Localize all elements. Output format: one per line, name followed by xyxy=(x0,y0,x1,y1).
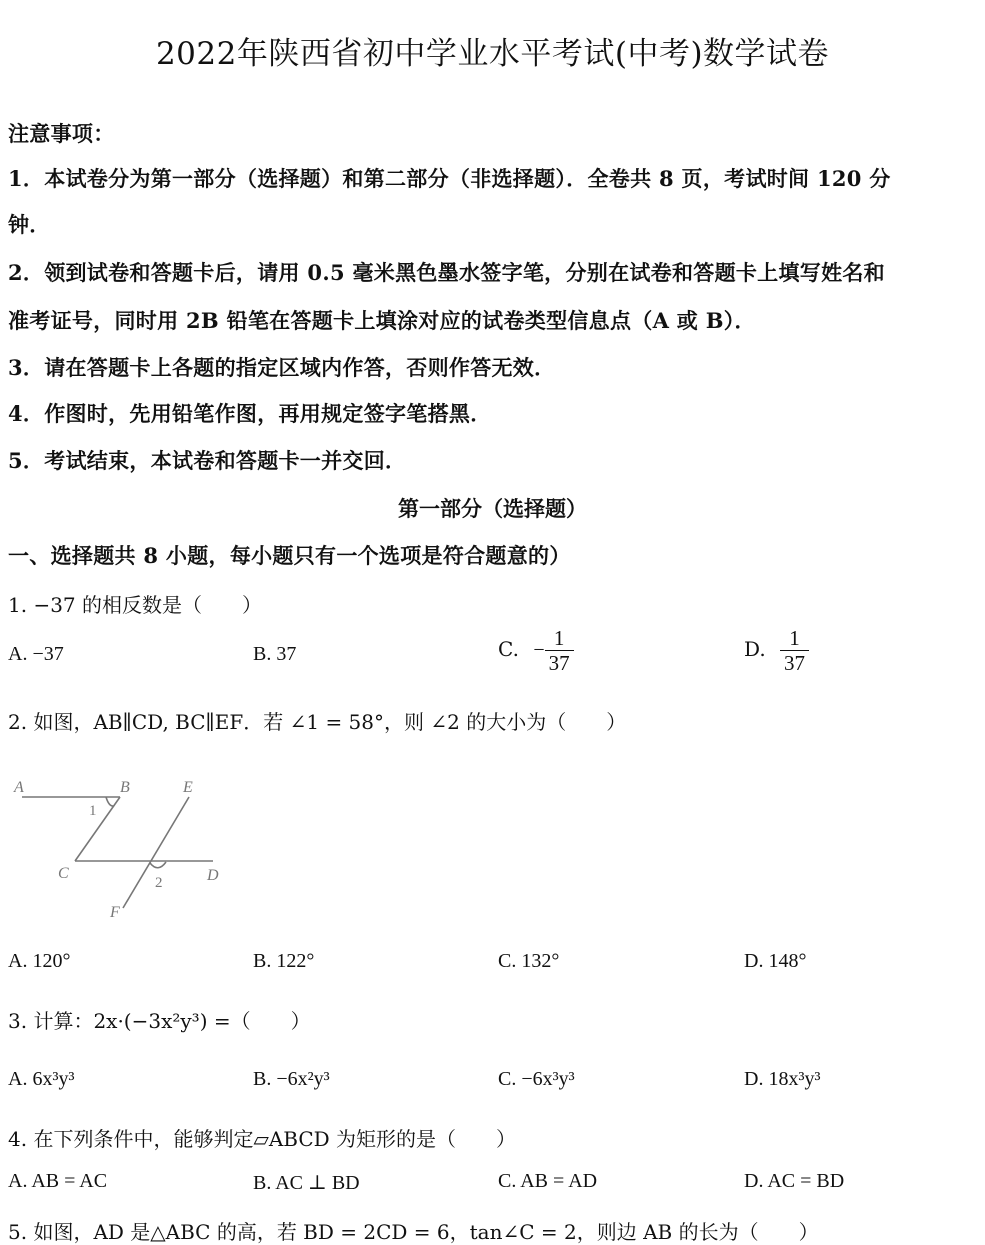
label-b: B xyxy=(120,779,130,796)
label-c: C xyxy=(58,865,69,882)
note-line-2-cont: 准考证号，同时用 2B 铅笔在答题卡上填涂对应的试卷类型信息点（A 或 B）． xyxy=(8,308,756,333)
q1-d-numerator: 1 xyxy=(780,626,809,651)
label-f: F xyxy=(110,904,120,921)
part-heading: 第一部分（选择题） xyxy=(398,496,587,521)
note-line-1: 1．本试卷分为第一部分（选择题）和第二部分（非选择题）．全卷共 8 页，考试时间 120 分 xyxy=(8,166,891,191)
label-e: E xyxy=(183,779,193,796)
note-line-2: 2．领到试卷和答题卡后，请用 0.5 毫米黑色墨水签字笔，分别在试卷和答题卡上填写姓名和 xyxy=(8,260,885,285)
q4-option-c: C. AB = AD xyxy=(498,1170,598,1192)
q2-figure xyxy=(8,770,238,925)
q3-option-a: A. 6x³y³ xyxy=(8,1068,75,1090)
q4-option-b: B. AC ⊥ BD xyxy=(253,1172,360,1194)
label-angle-1: 1 xyxy=(89,803,97,819)
q1-stem: 1. −37 的相反数是（ ） xyxy=(8,593,263,617)
q4-stem: 4. 在下列条件中，能够判定▱ABCD 为矩形的是（ ） xyxy=(8,1127,517,1151)
q1-c-numerator: 1 xyxy=(545,626,574,651)
q2-option-c: C. 132° xyxy=(498,950,560,972)
q3-stem: 3. 计算：2x·(−3x²y³) =（ ） xyxy=(8,1009,311,1033)
q1-option-c xyxy=(498,626,574,675)
q3-option-c: C. −6x³y³ xyxy=(498,1068,575,1090)
q1-option-d xyxy=(744,626,809,675)
note-line-1-cont: 钟． xyxy=(8,212,51,237)
line-ef xyxy=(123,797,189,908)
q1-option-c-sign: − xyxy=(533,639,545,662)
note-line-3: 3．请在答题卡上各题的指定区域内作答，否则作答无效． xyxy=(8,355,556,380)
q1-option-c-fraction xyxy=(545,626,574,675)
q3-option-d: D. 18x³y³ xyxy=(744,1068,821,1090)
angle-1-arc xyxy=(106,797,114,806)
q3-option-b: B. −6x²y³ xyxy=(253,1068,330,1090)
exam-title: 2022年陕西省初中学业水平考试(中考)数学试卷 xyxy=(155,36,830,72)
q1-c-denominator: 37 xyxy=(548,651,570,676)
q1-option-c-label: C. xyxy=(498,637,519,662)
note-line-5: 5．考试结束，本试卷和答题卡一并交回． xyxy=(8,448,407,473)
q4-option-a: A. AB = AC xyxy=(8,1170,108,1192)
q1-d-denominator: 37 xyxy=(784,651,806,676)
note-line-4: 4．作图时，先用铅笔作图，再用规定签字笔搭黑． xyxy=(8,401,492,426)
section-heading: 一、选择题共 8 小题，每小题只有一个选项是符合题意的） xyxy=(8,543,571,568)
q2-option-d: D. 148° xyxy=(744,950,807,972)
q2-stem: 2. 如图，AB∥CD, BC∥EF．若 ∠1 = 58°，则 ∠2 的大小为（ ） xyxy=(8,710,627,734)
label-a: A xyxy=(14,779,24,796)
q1-option-d-fraction xyxy=(780,626,809,675)
q1-option-a: A. −37 xyxy=(8,643,64,665)
angle-2-arc xyxy=(150,862,166,868)
label-d: D xyxy=(207,867,219,884)
q1-option-b: B. 37 xyxy=(253,643,297,665)
q1-option-d-label: D. xyxy=(744,637,766,662)
q5-stem: 5. 如图，AD 是△ABC 的高，若 BD = 2CD = 6，tan∠C = 2，则边 AB 的长为（ ） xyxy=(8,1220,819,1244)
label-angle-2: 2 xyxy=(155,875,163,891)
notes-heading: 注意事项： xyxy=(8,121,115,146)
q4-option-d: D. AC = BD xyxy=(744,1170,845,1192)
q2-option-b: B. 122° xyxy=(253,950,315,972)
q2-option-a: A. 120° xyxy=(8,950,71,972)
